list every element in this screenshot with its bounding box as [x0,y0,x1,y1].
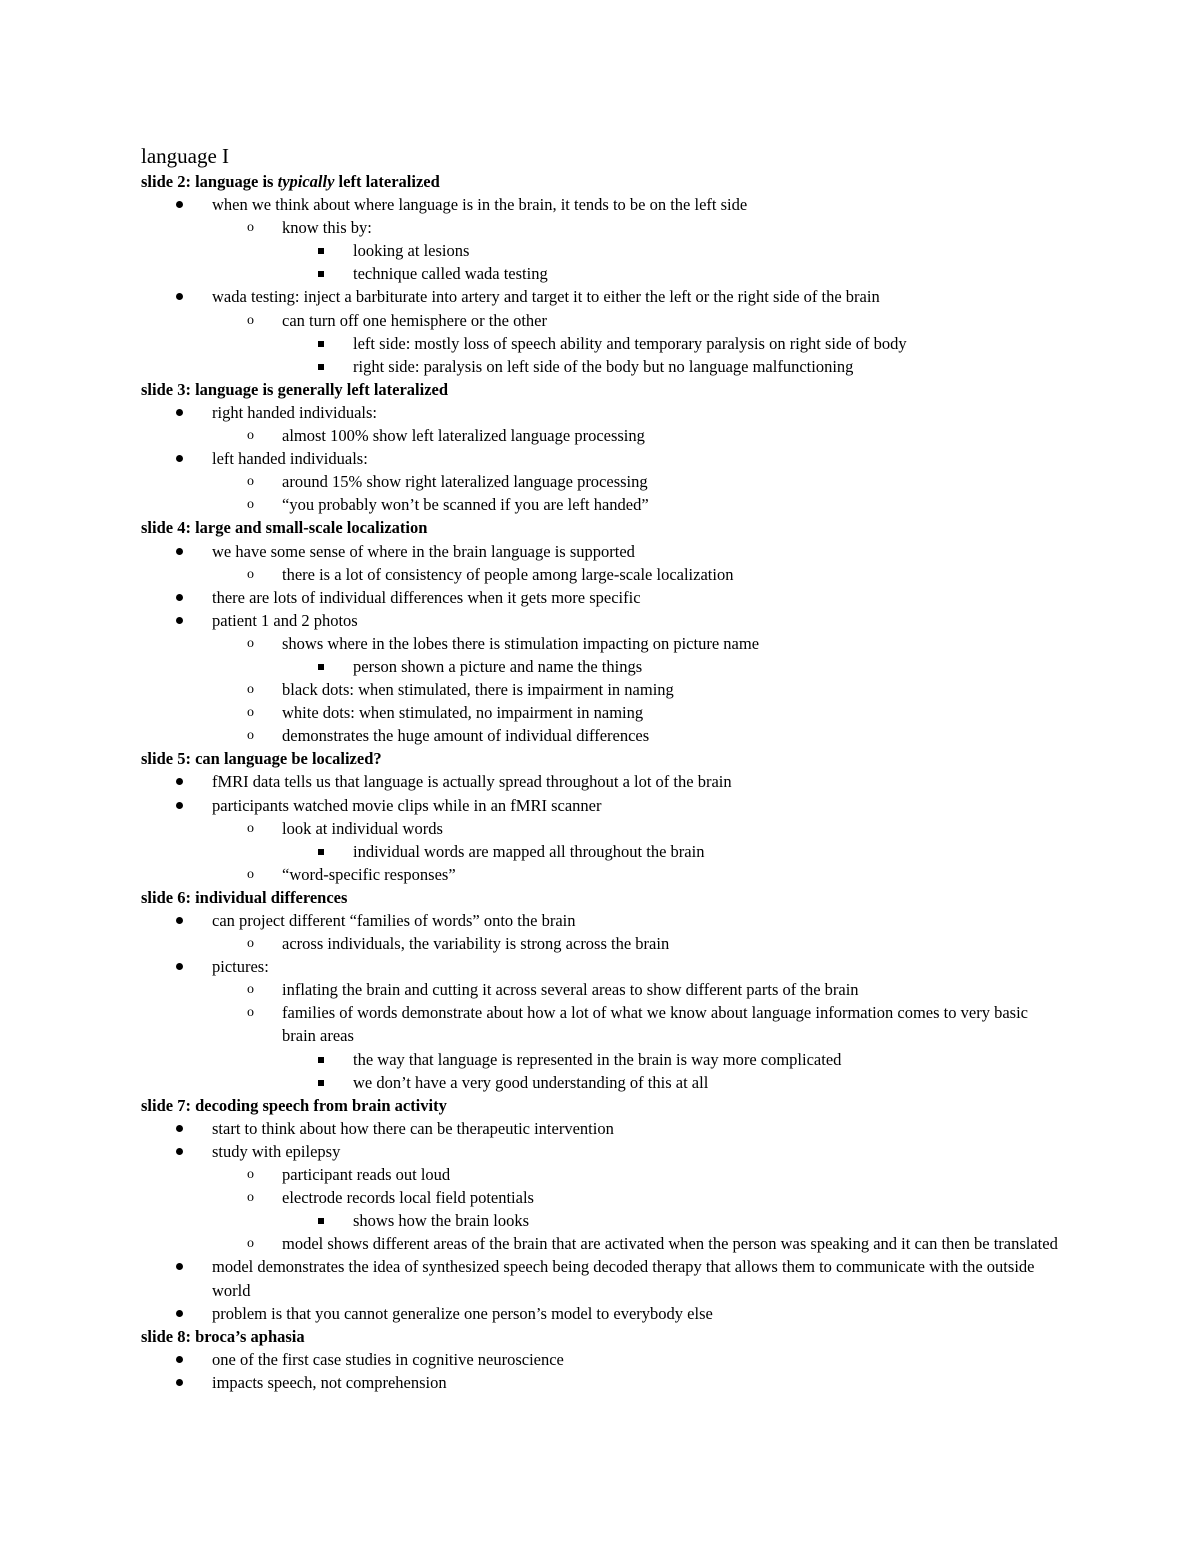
list-item: pictures: [141,955,1061,978]
bullet-dot-icon [176,1263,183,1270]
bullet-dot-icon [176,963,183,970]
slide-5-heading: slide 5: can language be localized? [141,749,382,769]
list-item: o model shows different areas of the brain that are activated when the person was speaking and it can then be translated [247,1234,1058,1254]
list-item: o demonstrates the huge amount of individual differences [247,726,650,746]
list-item: individual words are mapped all throughout the brain [141,840,1061,863]
list-item: right handed individuals: [141,401,1061,424]
bullet-circle-icon: o [247,1190,254,1206]
slide-2-heading-pre: slide 2: language is [141,172,278,191]
bullet-circle-icon: o [247,566,254,582]
slide-8-heading: slide 8: broca’s aphasia [141,1326,305,1346]
bullet-circle-icon: o [247,982,254,998]
bullet-circle-icon: o [247,820,254,836]
list-item: start to think about how there can be therapeutic intervention [141,1117,1061,1140]
list-item: technique called wada testing [141,262,1061,285]
bullet-circle-icon: o [247,220,254,236]
bullet-dot-icon [176,1356,183,1363]
list-item: o white dots: when stimulated, no impairment in naming [247,703,644,723]
bullet-dot-icon [176,917,183,924]
bullet-square-icon [318,1080,324,1086]
bullet-dot-icon [176,201,183,208]
list-item: looking at lesions [141,239,1061,262]
bullet-square-icon [318,1218,324,1224]
list-item: study with epilepsy [141,1140,1061,1163]
list-item: one of the first case studies in cognitive neuroscience [141,1348,1061,1371]
bullet-circle-icon: o [247,1005,254,1021]
list-item: the way that language is represented in the brain is way more complicated [141,1048,1061,1071]
list-item: left handed individuals: [141,447,1061,470]
bullet-square-icon [318,364,324,370]
list-item: impacts speech, not comprehension [141,1371,1061,1394]
bullet-circle-icon: o [247,1236,254,1252]
list-item: o around 15% show right lateralized language processing [247,472,648,492]
bullet-dot-icon [176,293,183,300]
list-item: o almost 100% show left lateralized language processing [247,426,645,446]
bullet-dot-icon [176,778,183,785]
bullet-circle-icon: o [247,428,254,444]
list-item: patient 1 and 2 photos [141,609,1061,632]
list-item: we have some sense of where in the brain language is supported [141,540,1061,563]
bullet-dot-icon [176,1379,183,1386]
slide-7-heading: slide 7: decoding speech from brain activity [141,1095,447,1115]
bullet-square-icon [318,271,324,277]
list-item: fMRI data tells us that language is actually spread throughout a lot of the brain [141,770,1061,793]
list-item: o look at individual words [247,818,443,838]
bullet-circle-icon: o [247,866,254,882]
slide-2-heading-emphasis: typically [277,172,335,191]
bullet-dot-icon [176,594,183,601]
list-item: o “word-specific responses” [247,864,456,884]
list-item: o can turn off one hemisphere or the other [247,310,547,330]
bullet-square-icon [318,1057,324,1063]
list-item: person shown a picture and name the things [141,655,1061,678]
bullet-dot-icon [176,802,183,809]
slide-6-heading: slide 6: individual differences [141,887,348,907]
bullet-circle-icon: o [247,1167,254,1183]
bullet-circle-icon: o [247,936,254,952]
list-item: o know this by: [247,218,372,238]
list-item: can project different “families of words” onto the brain [141,909,1061,932]
bullet-dot-icon [176,1125,183,1132]
list-item: there are lots of individual differences when it gets more specific [141,586,1061,609]
bullet-circle-icon: o [247,728,254,744]
list-item: o “you probably won’t be scanned if you are left handed” [247,495,649,515]
list-item: participants watched movie clips while in an fMRI scanner [141,794,1061,817]
list-item: wada testing: inject a barbiturate into artery and target it to either the left or the right side of the brain [141,285,1061,308]
bullet-dot-icon [176,1148,183,1155]
list-item: problem is that you cannot generalize one person’s model to everybody else [141,1302,1061,1325]
bullet-dot-icon [176,409,183,416]
list-item: o shows where in the lobes there is stimulation impacting on picture name [247,633,760,653]
slide-3-heading: slide 3: language is generally left lateralized [141,379,449,399]
list-item: right side: paralysis on left side of the body but no language malfunctioning [141,355,1061,378]
list-item: o there is a lot of consistency of people among large-scale localization [247,564,734,584]
bullet-circle-icon: o [247,705,254,721]
bullet-square-icon [318,341,324,347]
bullet-circle-icon: o [247,682,254,698]
list-item: model demonstrates the idea of synthesized speech being decoded therapy that allows them to communicate with the outside world [141,1255,1061,1301]
bullet-circle-icon: o [247,497,254,513]
page-title: language I [141,144,230,168]
slide-2-heading [141,170,1061,193]
list-item: we don’t have a very good understanding of this at all [141,1071,1061,1094]
bullet-square-icon [318,849,324,855]
bullet-dot-icon [176,617,183,624]
bullet-square-icon [318,664,324,670]
list-item: o across individuals, the variability is strong across the brain [247,934,670,954]
bullet-dot-icon [176,548,183,555]
bullet-dot-icon [176,1310,183,1317]
document-body [141,143,1061,1394]
list-item: o inflating the brain and cutting it across several areas to show different parts of the brain [247,980,859,1000]
bullet-dot-icon [176,455,183,462]
bullet-circle-icon: o [247,635,254,651]
list-item: left side: mostly loss of speech ability and temporary paralysis on right side of body [141,332,1061,355]
list-item: o electrode records local field potentials [247,1188,534,1208]
bullet-circle-icon: o [247,474,254,490]
list-item: o black dots: when stimulated, there is impairment in naming [247,680,674,700]
list-item: o participant reads out loud [247,1165,451,1185]
list-item: shows how the brain looks [141,1209,1061,1232]
list-item: when we think about where language is in the brain, it tends to be on the left side [141,193,1061,216]
bullet-square-icon [318,248,324,254]
list-item: o families of words demonstrate about how a lot of what we know about language information comes to very basic brain areas [247,1003,1028,1046]
slide-4-heading: slide 4: large and small-scale localization [141,518,428,538]
bullet-circle-icon: o [247,312,254,328]
slide-2-heading-post: left lateralized [334,172,440,191]
